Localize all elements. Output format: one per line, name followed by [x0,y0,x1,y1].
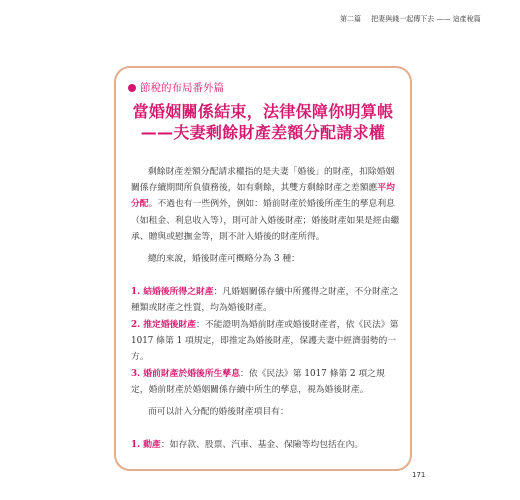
paragraph-intro-a: 剩餘財產差額分配請求權指的是夫妻「婚後」的財產，扣除婚姻關係存續期間所負債務後，如有剩餘，其雙方剩餘財產之差額應 [131,167,395,194]
paragraph-assets-text: 而可以計入分配的婚後財產項目有： [148,407,289,417]
list-item-3-text: ：依《民法》第 1017 條第 2 項之規定，婚前財產於婚姻關係存續中所生的孳息，視為婚後財產。 [131,369,385,396]
sidebar-box [114,66,412,471]
section-tag [128,80,224,95]
section-title-line-1: 當婚姻關係結束，法律保障你明算帳 [132,102,394,121]
chapter-title: 把妻與錢一起傳下去 —— 這產稅篇 [371,15,481,23]
list-item-1 [131,284,401,316]
section-title-line-2: ——夫妻剩餘財產差額分配請求權 [140,123,386,142]
paragraph-categories-text: 總的來說，婚後財產可概略分為 3 種： [148,254,300,264]
bullet-dot-icon [128,84,136,92]
list-item-3-label: 3. 婚前財產於婚後所生孳息 [131,369,241,379]
highlight-equal-split: 平均分配 [131,183,395,210]
paragraph-assets [131,404,401,420]
list-item-2 [131,317,401,366]
list-item-3 [131,366,401,398]
running-header [340,14,481,24]
paragraph-intro-b: 。不過也有一些例外，例如：婚前財產於婚後所產生的孳息利息（如租金、利息收入等），則可計入婚後財產；婚後財產如果是經由繼承、贈與或慰撫金等，則不計入婚後的財產所得。 [131,199,400,242]
chapter-label: 第二篇 [340,15,361,23]
list-item-2-label: 2. 推定婚後財產 [131,320,197,330]
list-item-2-text: ：不能證明為婚前財產或婚後財產者，依《民法》第 1017 條第 1 項規定，即推定為婚後財產，保護夫妻中經濟弱勢的一方。 [131,320,399,363]
list-item-movables [131,437,401,453]
section-tag-label: 節稅的布局番外篇 [140,82,224,94]
list-item-movables-label: 1. 動產 [131,440,161,450]
paragraph-categories [131,251,401,267]
page-number: 171 [412,471,426,479]
list-item-1-text: ：凡婚姻關係存續中所獲得之財產，不分財產之種類或財產之性質，均為婚後財產。 [131,287,399,314]
paragraph-intro [131,164,401,245]
list-item-1-label: 1. 結婚後所得之財產 [131,287,214,297]
list-item-movables-text: ：如存款、股票、汽車、基金、保險等均包括在內。 [160,440,364,450]
